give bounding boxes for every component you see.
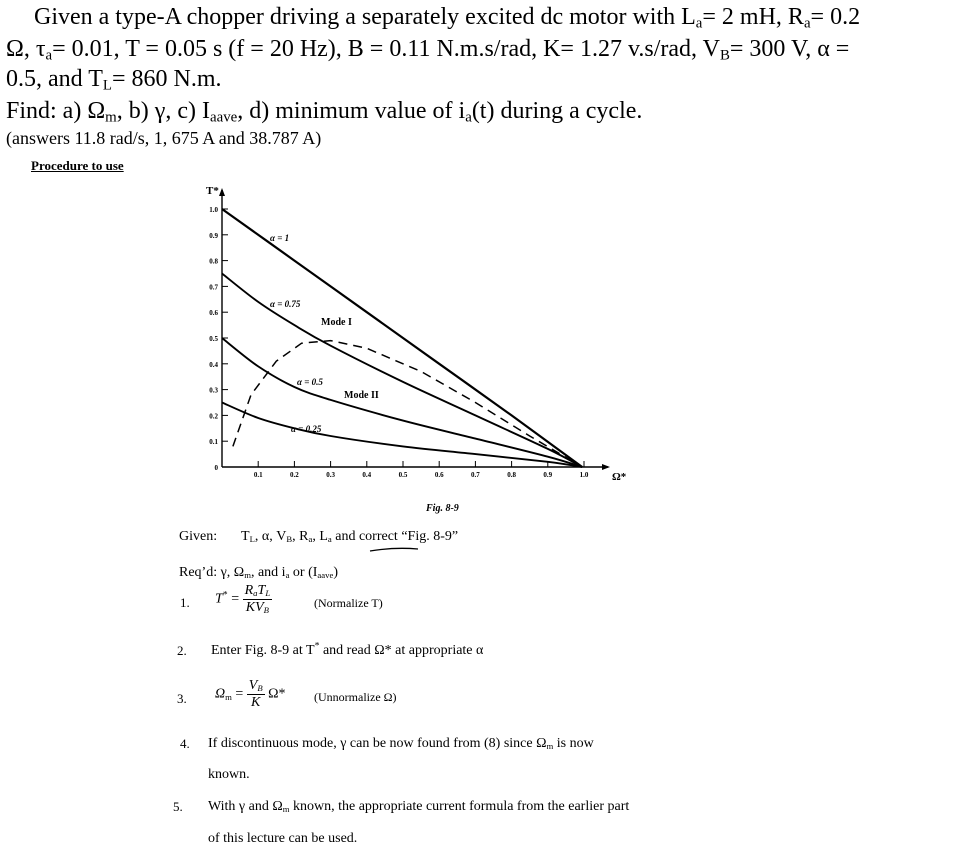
problem-line-1: Given a type-A chopper driving a separately excited dc motor with $L_a= 2$ mH, $R_a= 0.2$ — [34, 4, 861, 32]
x-tick-label: 0.4 — [362, 471, 372, 479]
step-1-number: 1. — [180, 595, 190, 610]
y-tick-label: 0.7 — [209, 283, 218, 292]
reqd-line: Req’d: γ, $\Omega_m$, and $i_a$ or $(I_{aave})$ — [179, 565, 338, 581]
mode-1-label: Mode I — [321, 317, 352, 328]
step-4-line-1: If discontinuous mode, γ can be now found from (8) since $\Omega_m$ is now — [208, 736, 594, 752]
y-tick-label: 0 — [214, 464, 218, 472]
x-tick-label: 0.5 — [398, 471, 408, 479]
series-line — [222, 209, 582, 467]
y-tick-label: 0.1 — [209, 438, 218, 447]
given-line: Given: $T_L$, α, $V_B$, $R_a$, $L_a$ and correct “Fig. 8-9” — [179, 529, 459, 545]
y-tick-label: 1.0 — [209, 206, 218, 214]
x-tick-label: 0.1 — [253, 471, 263, 479]
series-label-alpha-1: α = 1 — [270, 233, 290, 243]
step-2-number: 2. — [177, 643, 187, 658]
step-1-note: (Normalize T) — [314, 596, 383, 610]
step-4-line-2: known. — [208, 767, 250, 782]
y-tick-label: 0.8 — [209, 257, 218, 266]
x-axis-label: Ω* — [612, 471, 627, 483]
step-3-formula: $\Omega_m$ = $\frac{V_B}{K}$ Ω* — [215, 678, 286, 710]
y-tick-label: 0.4 — [209, 360, 218, 369]
x-tick-label: 1.0 — [579, 471, 589, 479]
answers-line: (answers 11.8 rad/s, 1, 675 A and 38.787 A) — [6, 128, 322, 148]
x-tick-label: 0.6 — [434, 471, 444, 479]
mode-boundary-curve — [233, 341, 582, 467]
y-axis-arrow — [219, 188, 225, 196]
series-label-alpha-05: α = 0.5 — [297, 377, 323, 387]
problem-line-2: Ω, $\tau_a= 0.01$, T = 0.05 s (f = 20 Hz), B = 0.11 N.m.s/rad, K= 1.27 v.s/rad, $V_B= 300$ V, α = — [6, 36, 850, 64]
y-tick-label: 0.9 — [209, 231, 218, 240]
step-4-number: 4. — [180, 736, 190, 751]
mode-2-label: Mode II — [344, 390, 379, 401]
y-tick-label: 0.5 — [209, 335, 218, 343]
x-axis-arrow — [602, 464, 610, 470]
figure-8-9 — [190, 180, 640, 520]
problem-line-3: 0.5, and $T_L= 860$ N.m. — [6, 66, 222, 94]
x-tick-label: 0.7 — [471, 471, 480, 479]
step-2-text: Enter Fig. 8-9 at T* and read Ω* at appropriate α — [211, 640, 484, 658]
handwritten-underline — [368, 546, 420, 554]
step-3-number: 3. — [177, 691, 187, 706]
y-tick-label: 0.2 — [209, 412, 218, 421]
x-tick-label: 0.3 — [326, 471, 335, 479]
y-tick-label: 0.3 — [209, 386, 218, 395]
x-tick-label: 0.2 — [290, 471, 299, 479]
y-tick-label: 0.6 — [209, 309, 218, 318]
step-3-note: (Unnormalize Ω) — [314, 690, 397, 704]
procedure-heading: Procedure to use — [31, 158, 124, 173]
find-line: Find: a) $\Omega_m$, b) γ, c) $I_{aave}$, d) minimum value of $i_a(t)$ during a cycle. — [6, 98, 643, 126]
y-axis-label: T* — [206, 185, 219, 197]
x-tick-label: 0.8 — [507, 471, 516, 479]
step-1-formula: T* = $\frac{R_aT_L}{KV_B}$ — [215, 583, 271, 616]
step-5-line-1: With γ and $\Omega_m$ known, the appropriate current formula from the earlier part — [208, 799, 630, 815]
series-label-alpha-025: α = 0.25 — [291, 424, 322, 434]
x-tick-label: 0.9 — [543, 471, 553, 479]
figure-caption: Fig. 8-9 — [426, 503, 459, 514]
step-5-line-2: of this lecture can be used. — [208, 831, 358, 846]
step-5-number: 5. — [173, 799, 183, 814]
series-label-alpha-075: α = 0.75 — [270, 299, 301, 309]
series-line — [222, 338, 582, 467]
